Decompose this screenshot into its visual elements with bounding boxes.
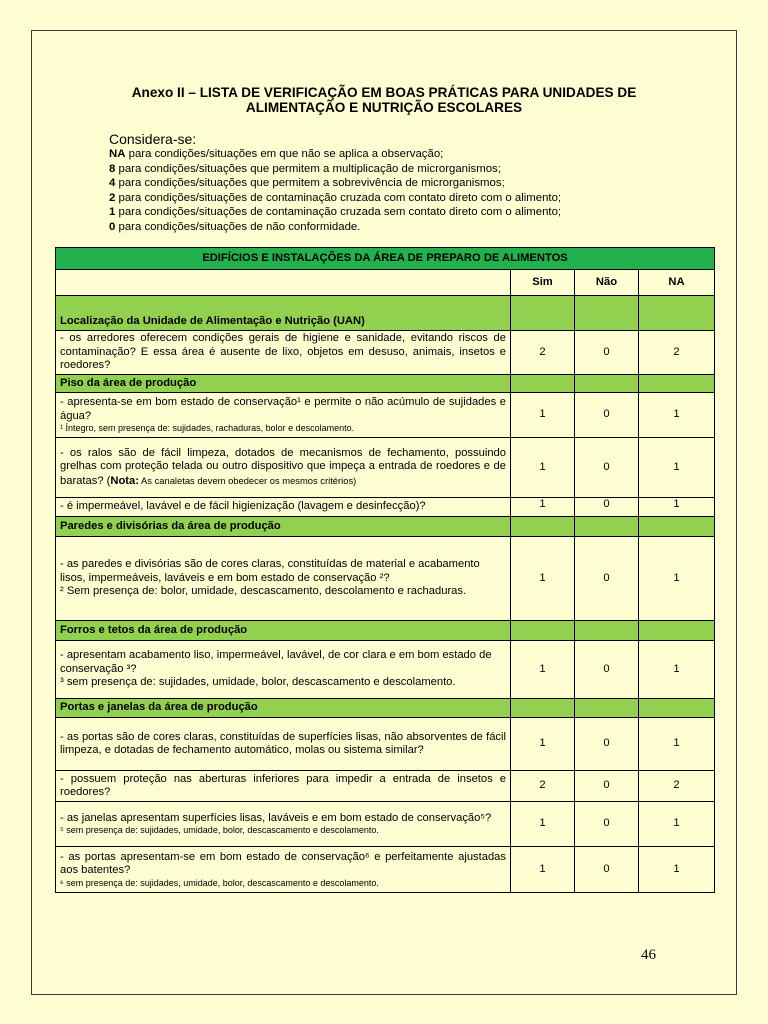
legend-code: 0 <box>109 220 116 233</box>
legend-item <box>109 162 561 177</box>
score-legend <box>109 147 561 234</box>
question-footnote: ³ sem presença de: sujidades, umidade, bolor, descascamento e descolamento. <box>60 676 456 689</box>
question-text: - os arredores oferecem condições gerais de higiene e sanidade, evitando riscos de contaminação? E essa área é ausente de lixo, objetos em desuso, animais, insetos e roedores? <box>56 331 511 375</box>
score-nao: 0 <box>575 718 639 771</box>
section-row <box>56 517 715 537</box>
legend-code: 4 <box>109 177 116 189</box>
question-text: - as paredes e divisórias são de cores claras, constituídas de material e acabamento lisos, impermeáveis, laváveis e em bom estado de conservação ²? <box>60 558 480 584</box>
score-nao: 0 <box>575 537 639 621</box>
section-title-uan: Localização da Unidade de Alimentação e Nutrição (UAN) <box>56 296 511 331</box>
score-na: 1 <box>639 438 715 498</box>
score-na: 1 <box>639 802 715 847</box>
section-cell <box>575 699 639 718</box>
question-text: - apresenta-se em bom estado de conservação¹ e permite o não acúmulo de sujidades e água? <box>60 396 506 422</box>
section-cell <box>575 621 639 641</box>
score-na: 2 <box>639 331 715 375</box>
table-row <box>56 393 715 438</box>
table-heading: EDIFÍCIOS E INSTALAÇÕES DA ÁREA DE PREPARO DE ALIMENTOS <box>56 248 715 270</box>
question-cell <box>56 847 511 893</box>
table-row <box>56 718 715 771</box>
legend-item <box>109 147 561 162</box>
section-cell <box>575 296 639 331</box>
question-text: - é impermeável, lavável e de fácil higienização (lavagem e desinfecção)? <box>56 498 511 517</box>
question-footnote: ² Sem presença de: bolor, umidade, descascamento, descolamento e rachaduras. <box>60 585 467 598</box>
table-heading-row <box>56 248 715 270</box>
score-na: 1 <box>639 498 715 517</box>
score-sim: 2 <box>511 771 575 802</box>
legend-item <box>109 191 561 206</box>
column-header-na: NA <box>639 270 715 296</box>
legend-text: para condições/situações que permitem a multiplicação de microrganismos; <box>115 162 501 175</box>
section-title-portas: Portas e janelas da área de produção <box>56 699 511 718</box>
table-row <box>56 771 715 802</box>
question-footnote: ¹ Íntegro, sem presença de: sujidades, rachaduras, bolor e descolamento. <box>60 423 355 434</box>
question-cell <box>56 641 511 699</box>
section-cell <box>639 296 715 331</box>
question-text: - os ralos são de fácil limpeza, dotados de mecanismos de fechamento, possuindo grelhas com proteção telada ou outro dispositivo que impeça a entrada de roedores e de baratas? ( <box>60 446 506 487</box>
question-text: - as janelas apresentam superfícies lisas, laváveis e em bom estado de conservação⁵? <box>60 812 492 825</box>
score-sim: 1 <box>511 393 575 438</box>
score-sim: 1 <box>511 641 575 699</box>
score-na: 1 <box>639 393 715 438</box>
score-na: 1 <box>639 537 715 621</box>
legend-code: 1 <box>109 206 116 218</box>
score-nao: 0 <box>575 641 639 699</box>
section-row <box>56 296 715 331</box>
score-nao: 0 <box>575 847 639 893</box>
question-cell <box>56 393 511 438</box>
table-row <box>56 537 715 621</box>
section-cell <box>639 699 715 718</box>
score-nao: 0 <box>575 438 639 498</box>
question-footnote: ⁶ sem presença de: sujidades, umidade, bolor, descascamento e descolamento. <box>60 877 379 888</box>
score-nao: 0 <box>575 802 639 847</box>
legend-item <box>109 205 561 220</box>
score-sim: 1 <box>511 718 575 771</box>
section-cell <box>511 375 575 393</box>
section-row <box>56 621 715 641</box>
question-text: - as portas são de cores claras, constituídas de superfícies lisas, não absorventes de fácil limpeza, e dotadas de fechamento automático, molas ou sistema similar? <box>56 718 511 771</box>
question-note-text: As canaletas devem obedecer os mesmos critérios) <box>138 474 357 486</box>
table-row <box>56 438 715 498</box>
score-sim: 1 <box>511 537 575 621</box>
score-na: 1 <box>639 641 715 699</box>
score-na: 1 <box>639 847 715 893</box>
section-row <box>56 699 715 718</box>
table-row <box>56 331 715 375</box>
checklist-table <box>55 247 715 893</box>
legend-text: para condições/situações que permitem a sobrevivência de microrganismos; <box>115 177 505 189</box>
legend-text: para condições/situações de contaminação cruzada sem contato direto com o alimento; <box>115 206 562 218</box>
question-note-label: Nota: <box>110 474 139 487</box>
question-text: - as portas apresentam-se em bom estado de conservação⁶ e perfeitamente ajustadas aos batentes? <box>60 850 506 877</box>
section-row <box>56 375 715 393</box>
score-na: 2 <box>639 771 715 802</box>
legend-text: para condições/situações em que não se aplica a observação; <box>125 148 444 160</box>
legend-item <box>109 220 561 235</box>
column-header-sim: Sim <box>511 270 575 296</box>
section-cell <box>575 375 639 393</box>
legend-text: para condições/situações de contaminação cruzada com contato direto com o alimento; <box>115 191 562 204</box>
table-row <box>56 847 715 893</box>
section-title-forros: Forros e tetos da área de produção <box>56 621 511 641</box>
score-sim: 1 <box>511 498 575 517</box>
section-cell <box>639 517 715 537</box>
score-nao: 0 <box>575 771 639 802</box>
question-text: - apresentam acabamento liso, impermeável, lavável, de cor clara e em bom estado de conservação ³? <box>60 649 492 675</box>
table-row <box>56 802 715 847</box>
legend-item <box>109 176 561 191</box>
legend-code: 2 <box>109 191 116 204</box>
score-na: 1 <box>639 718 715 771</box>
section-cell <box>511 517 575 537</box>
section-title-paredes: Paredes e divisórias da área de produção <box>56 517 511 537</box>
legend-code: 8 <box>109 162 116 175</box>
page-title <box>60 85 708 115</box>
score-nao: 0 <box>575 331 639 375</box>
score-nao: 0 <box>575 393 639 438</box>
legend-heading: Considera-se: <box>109 131 197 147</box>
question-footnote: ⁵ sem presença de: sujidades, umidade, bolor, descascamento e descolamento. <box>60 825 379 836</box>
section-cell <box>639 621 715 641</box>
section-cell <box>575 517 639 537</box>
section-cell <box>511 699 575 718</box>
legend-code: NA <box>109 148 126 160</box>
page-number: 46 <box>641 947 656 963</box>
question-cell <box>56 537 511 621</box>
question-cell <box>56 802 511 847</box>
column-header-row <box>56 270 715 296</box>
legend-text: para condições/situações de não conformidade. <box>115 220 361 233</box>
question-cell <box>56 438 511 498</box>
score-sim: 1 <box>511 438 575 498</box>
score-sim: 1 <box>511 847 575 893</box>
column-header-blank <box>56 270 511 296</box>
section-title-piso: Piso da área de produção <box>56 375 511 393</box>
question-text: - possuem proteção nas aberturas inferiores para impedir a entrada de insetos e roedores? <box>56 771 511 802</box>
section-cell <box>511 296 575 331</box>
column-header-nao: Não <box>575 270 639 296</box>
table-row <box>56 498 715 517</box>
score-nao: 0 <box>575 498 639 517</box>
score-sim: 2 <box>511 331 575 375</box>
section-cell <box>639 375 715 393</box>
title-line-2: ALIMENTAÇÃO E NUTRIÇÃO ESCOLARES <box>245 100 523 115</box>
table-row <box>56 641 715 699</box>
title-line-1: Anexo II – LISTA DE VERIFICAÇÃO EM BOAS PRÁTICAS PARA UNIDADES DE <box>131 85 637 100</box>
score-sim: 1 <box>511 802 575 847</box>
section-cell <box>511 621 575 641</box>
